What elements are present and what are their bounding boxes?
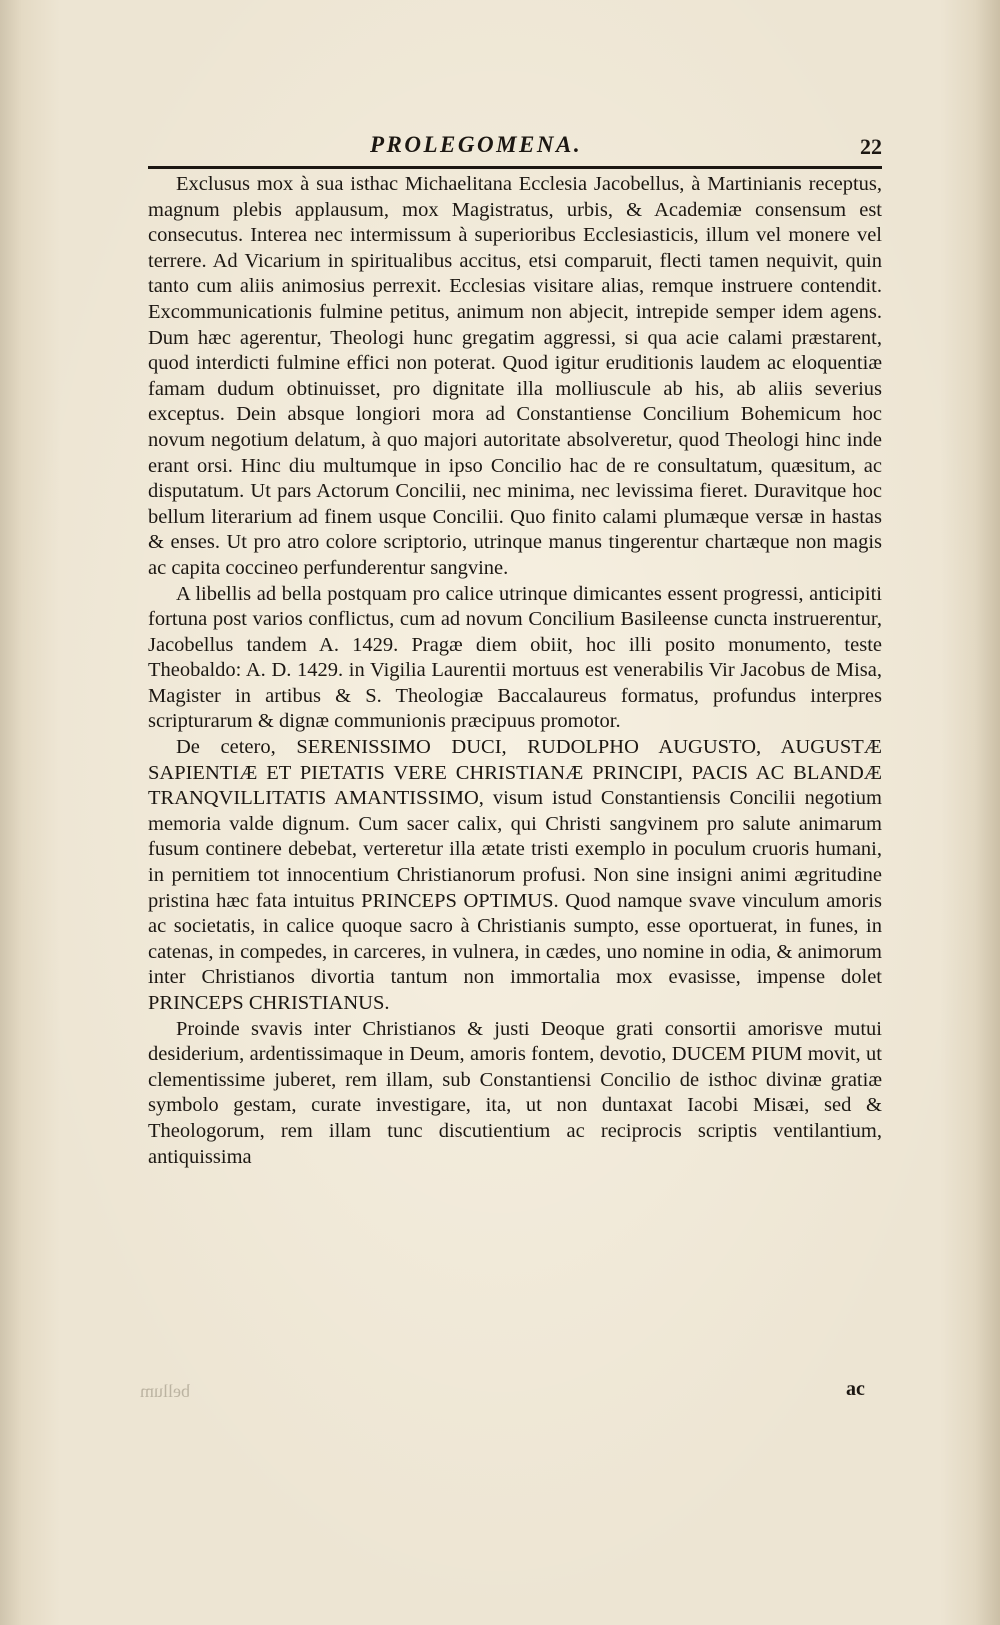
header-rule (148, 166, 882, 169)
page-header (148, 132, 882, 166)
paragraph-jacobellus-exclusion: Exclusus mox à sua isthac Michaelitana Ecclesia Jacobellus, à Martinianis receptus, magnum plebis applausum, mox Magistratus, urbis, & Academiæ consensum est consecutus. Interea nec intermissum à superioribus Ecclesiasticis, illum vel monere vel terrere. Ad Vicarium in spiritualibus accitus, etsi comparuit, flecti tamen nequivit, quin tanto cum aliis animosius perrexit. Ecclesias visitare alias, remque instruere contendit. Excommunicationis fulmine petitus, animum non abjecit, intrepide semper idem agens. Dum hæc agerentur, Theologi hunc gregatim aggressi, si qua acie calami præstarent, quod interdicti fulmine effici non poterat. Quod igitur eruditionis laudem ac eloquentiæ famam dudum obtinuisset, pro dignitate illa molliuscule ab his, ab aliis severius exceptus. Dein absque longiori mora ad Constantiense Concilium Bohemicum hoc novum negotium delatum, à quo majori autoritate absolveretur, quod Theologi hinc inde erant orsi. Hinc diu multumque in ipso Concilio hac de re consultatum, quæsitum, ac disputatum. Ut pars Actorum Concilii, nec minima, nec levissima fieret. Duravitque hoc bellum literarium ad finem usque Concilii. Quo finito calami plumæque versæ in hastas & enses. Ut pro atro colore scriptorio, utrinque manus tingerentur chartæque non magis ac capita coccineo perfunderentur sangvine. (148, 173, 882, 579)
catchword: ac (846, 1378, 865, 1400)
paragraph-jacobellus-death: A libellis ad bella postquam pro calice utrinque dimicantes essent progressi, anticipiti fortuna post varios conflictus, cum ad novum Concilium Basileense cuncta instruerentur, Jacobellus tandem A. 1429. Pragæ diem obiit, hoc illi posito monumento, teste Theobaldo: A. D. 1429. in Vigilia Laurentii mortuus est venerabilis Vir Jacobus de Misa, Magister in artibus & S. Theologiæ Baccalaureus formatus, profundus interpres scripturarum & dignæ communionis præcipuus promotor. (148, 582, 882, 733)
paragraph-investigation-order: Proinde svavis inter Christianos & justi Deoque grati consortii amorisve mutui desiderium, ardentissimaque in Deum, amoris fontem, devotio, DUCEM PIUM movit, ut clementissime juberet, rem illam, sub Constantiensi Concilio de isthoc divinæ gratiæ symbolo gestam, curate investigare, ita, ut non duntaxat Iacobi Misæi, sed & Theologorum, rem illam tunc discutientium ac reciprocis scriptis ventilantium, antiquissima (148, 1017, 882, 1168)
bleed-through-text: bellum (140, 1381, 190, 1401)
paragraph-duke-dedication: De cetero, SERENISSIMO DUCI, RUDOLPHO AUGUSTO, AUGUSTÆ SAPIENTIÆ ET PIETATIS VERE CHRISTIANÆ PRINCIPI, PACIS AC BLANDÆ TRANQVILLITATIS AMANTISSIMO, visum istud Constantiensis Concilii negotium memoria valde dignum. Cum sacer calix, qui Christi sangvinem pro salute animarum fusum continere debebat, verteretur illa ætate tristi exemplo in poculum cruoris humani, in pernitiem tot innocentium Christianorum profusi. Non sine insigni animi ægritudine pristina hæc fata intuitus PRINCEPS OPTIMUS. Quod namque svave vinculum amoris ac societatis, in calice quoque sacro à Christianis sumpto, esse oportuerat, in funes, in catenas, in compedes, in carceres, in vulnera, in cædes, uno nomine in odia, & animorum inter Christianos divortia tantum non immortalia mox evasisse, impense dolet PRINCEPS CHRISTIANUS. (148, 736, 882, 1014)
running-title: PROLEGOMENA. (370, 132, 583, 157)
body-text (148, 172, 882, 1170)
page-number: 22 (860, 134, 882, 159)
